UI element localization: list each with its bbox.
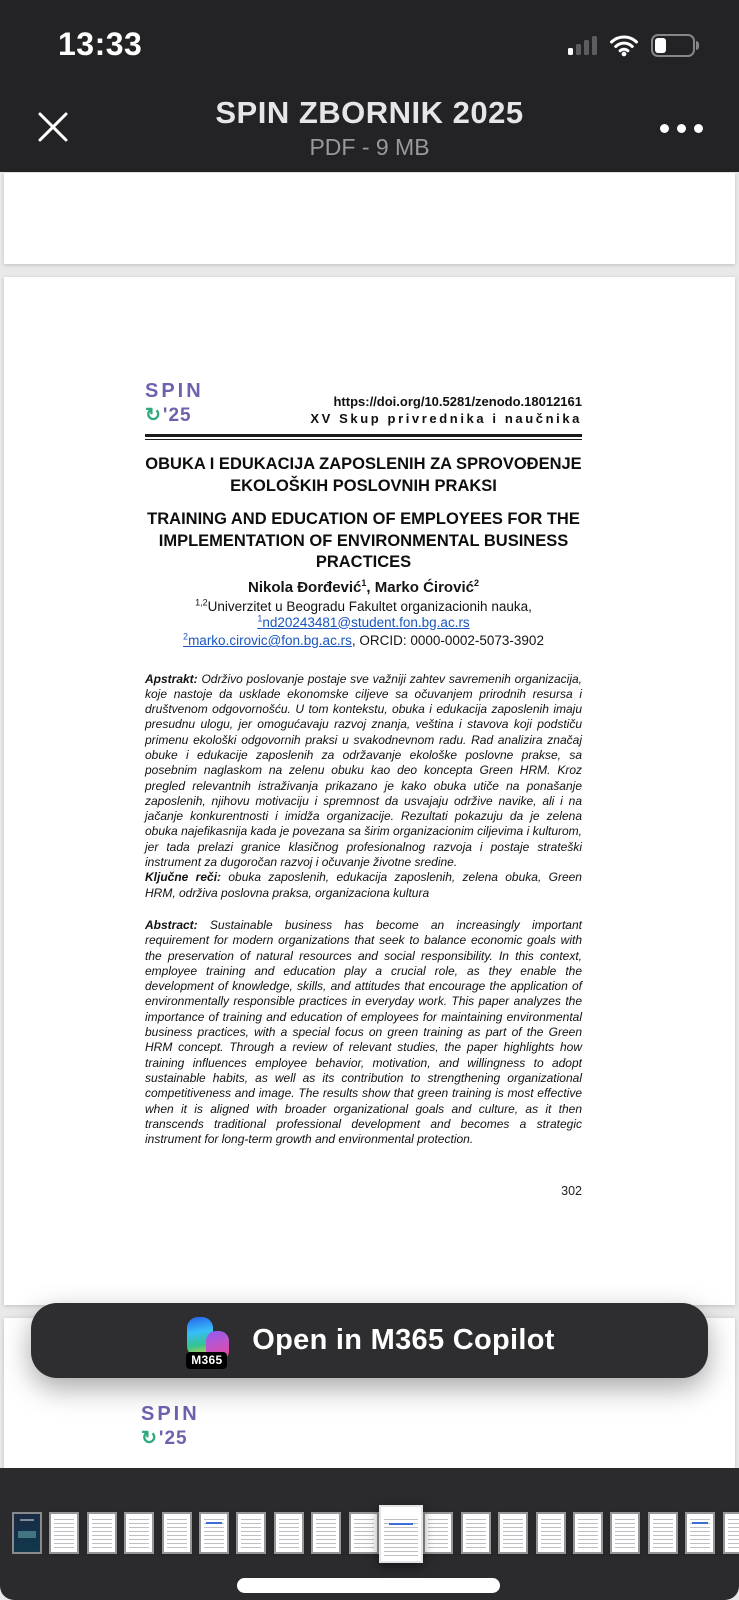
ellipsis-icon [660, 124, 669, 133]
thumbnail-page[interactable] [723, 1512, 739, 1554]
email-link-1[interactable]: $^1$nd20243481@student.fon.bg.ac.rs [257, 613, 470, 630]
abstract-serbian: Apstrakt: Održivo poslovanje postaje sve važniji zahtev savremenih organizacija, koje nastoje da usklade ekonomske ciljeve sa očuvanjem prirodnih resursa i društvenom odgovornošću. U tom kontekstu, obuka i edukacija zaposlenih imaju presudnu ulogu, jer omogućavaju razvoj znanja, veština i stavova koji podstiču primenu ekološki odgovornih praksi u svakodnevnom radu. Rad analizira značaj obuke i edukacije zaposlenih za održavanje ekološke poslovne prakse, sa posebnim naglaskom na zelenu obuku kao deo koncepta Green HRM. Kroz pregled relevantnih istraživanja prikazano je kako obuka utiče na ponašanje zaposlenih, njihovu motivaciju i spremnost da usvajaju održive navike, ali i na jačanje konkurentnosti i imidža organizacije. Rezultati pokazuju da je zelena obuka najefikasnija kada je povezana sa širim organizacionim ciljevima i kulturom, jer tada prelazi granice klasičnog profesionalnog razvoja i postaje strateški instrument za dugoročan razvoj i očuvanje životne sredine. [145, 671, 582, 870]
spin-arrow-icon: ↻ [145, 405, 162, 426]
page-number: 302 [561, 1184, 582, 1199]
email-link-2[interactable]: $^2$marko.cirovic@fon.bg.ac.rs [183, 631, 352, 648]
pdf-page-previous [4, 173, 735, 264]
status-icons [568, 32, 701, 58]
spin-arrow-icon: ↻ [141, 1428, 158, 1449]
thumbnail-page[interactable] [311, 1512, 341, 1554]
conference-name: XV Skup privrednika i naučnika [310, 411, 582, 426]
doi-link[interactable]: https://doi.org/10.5281/zenodo.18012161 [333, 394, 582, 409]
thumbnail-page[interactable] [49, 1512, 79, 1554]
thumbnail-page[interactable] [573, 1512, 603, 1554]
more-options-button[interactable] [633, 110, 703, 146]
top-bar [0, 0, 739, 172]
thumbnail-page[interactable] [648, 1512, 678, 1554]
affiliation-line: $^{1,2}$Univerzitet u Beogradu Fakultet organizacionih nauka, [195, 597, 532, 614]
thumbnail-page[interactable] [423, 1512, 453, 1554]
thumbnail-page[interactable] [498, 1512, 528, 1554]
copilot-button-label: Open in M365 Copilot [252, 1324, 555, 1356]
wifi-icon [609, 34, 639, 57]
spin-logo: SPIN ↻'25 [145, 380, 204, 426]
battery-icon [651, 34, 701, 57]
m365-badge: M365 [186, 1352, 227, 1369]
document-file-info: PDF - 9 MB [309, 134, 430, 160]
thumbnail-page[interactable] [461, 1512, 491, 1554]
paper-title-serbian: OBUKA I EDUKACIJA ZAPOSLENIH ZA SPROVOĐENJE EKOLOŠKIH POSLOVNIH PRAKSI [145, 455, 582, 495]
m365-copilot-icon [184, 1315, 234, 1367]
thumbnail-page[interactable] [274, 1512, 304, 1554]
keywords-serbian: Ključne reči: obuka zaposlenih, edukacija zaposlenih, zelena obuka, Green HRM, održiva poslovna praksa, organizaciona kultura [145, 870, 582, 900]
thumbnail-page[interactable] [236, 1512, 266, 1554]
document-title: SPIN ZBORNIK 2025 [215, 95, 524, 130]
cellular-signal-icon [568, 35, 597, 55]
abstract-english: Abstract: Sustainable business has become an increasingly important requirement for modern organizations that seek to balance economic goals with the preservation of natural resources and social responsibility. In this context, employee training and education play a crucial role, as they enable the development of knowledge, skills, and attitudes that encourage the application of environmentally responsible practices in everyday work. This paper analyzes the importance of training and education of employees for maintaining environmental business practices, with a special focus on green training as part of the Green HRM concept. Through a review of relevant studies, the paper highlights how training influences employee behavior, motivation, and willingness to adopt sustainable habits, as well as its contribution to strengthening organizational competitiveness and image. The results show that green training is most effective when it is aligned with broader organizational goals and culture, as it then transcends traditional professional development and becomes a strategic instrument for long-term growth and environmental protection. [145, 917, 582, 1147]
thumbnail-page[interactable] [610, 1512, 640, 1554]
paper-header-row [145, 277, 582, 427]
page-thumbnail-bar [0, 1468, 739, 1600]
thumbnail-page[interactable] [87, 1512, 117, 1554]
orcid-text: , ORCID: 0000-0002-5073-3902 [351, 633, 544, 648]
thumbnail-cover[interactable] [12, 1512, 42, 1554]
open-in-m365-copilot-button[interactable] [31, 1303, 708, 1378]
thumbnail-page[interactable] [685, 1512, 715, 1554]
header-divider [145, 434, 582, 440]
status-time: 13:33 [58, 26, 143, 62]
thumbnail-page[interactable] [162, 1512, 192, 1554]
page-content [145, 277, 582, 1198]
thumbnail-page[interactable] [349, 1512, 379, 1554]
spin-logo-next-page: SPIN ↻'25 [141, 1403, 200, 1449]
doi-block [310, 393, 582, 427]
thumbnail-page[interactable] [536, 1512, 566, 1554]
home-indicator[interactable] [237, 1578, 500, 1593]
paper-title-english: TRAINING AND EDUCATION OF EMPLOYEES FOR THE IMPLEMENTATION OF ENVIRONMENTAL BUSINESS PRACTICES [147, 510, 580, 571]
email-line-1 [145, 614, 582, 633]
thumbnail-page[interactable] [124, 1512, 154, 1554]
authors-line: Nikola Đorđević$^1$, Marko Ćirović$^2$ [248, 577, 479, 596]
thumbnail-page[interactable] [379, 1505, 423, 1563]
email-line-2 [145, 632, 582, 651]
pdf-page-current [4, 277, 735, 1305]
thumbnail-page[interactable] [199, 1512, 229, 1554]
